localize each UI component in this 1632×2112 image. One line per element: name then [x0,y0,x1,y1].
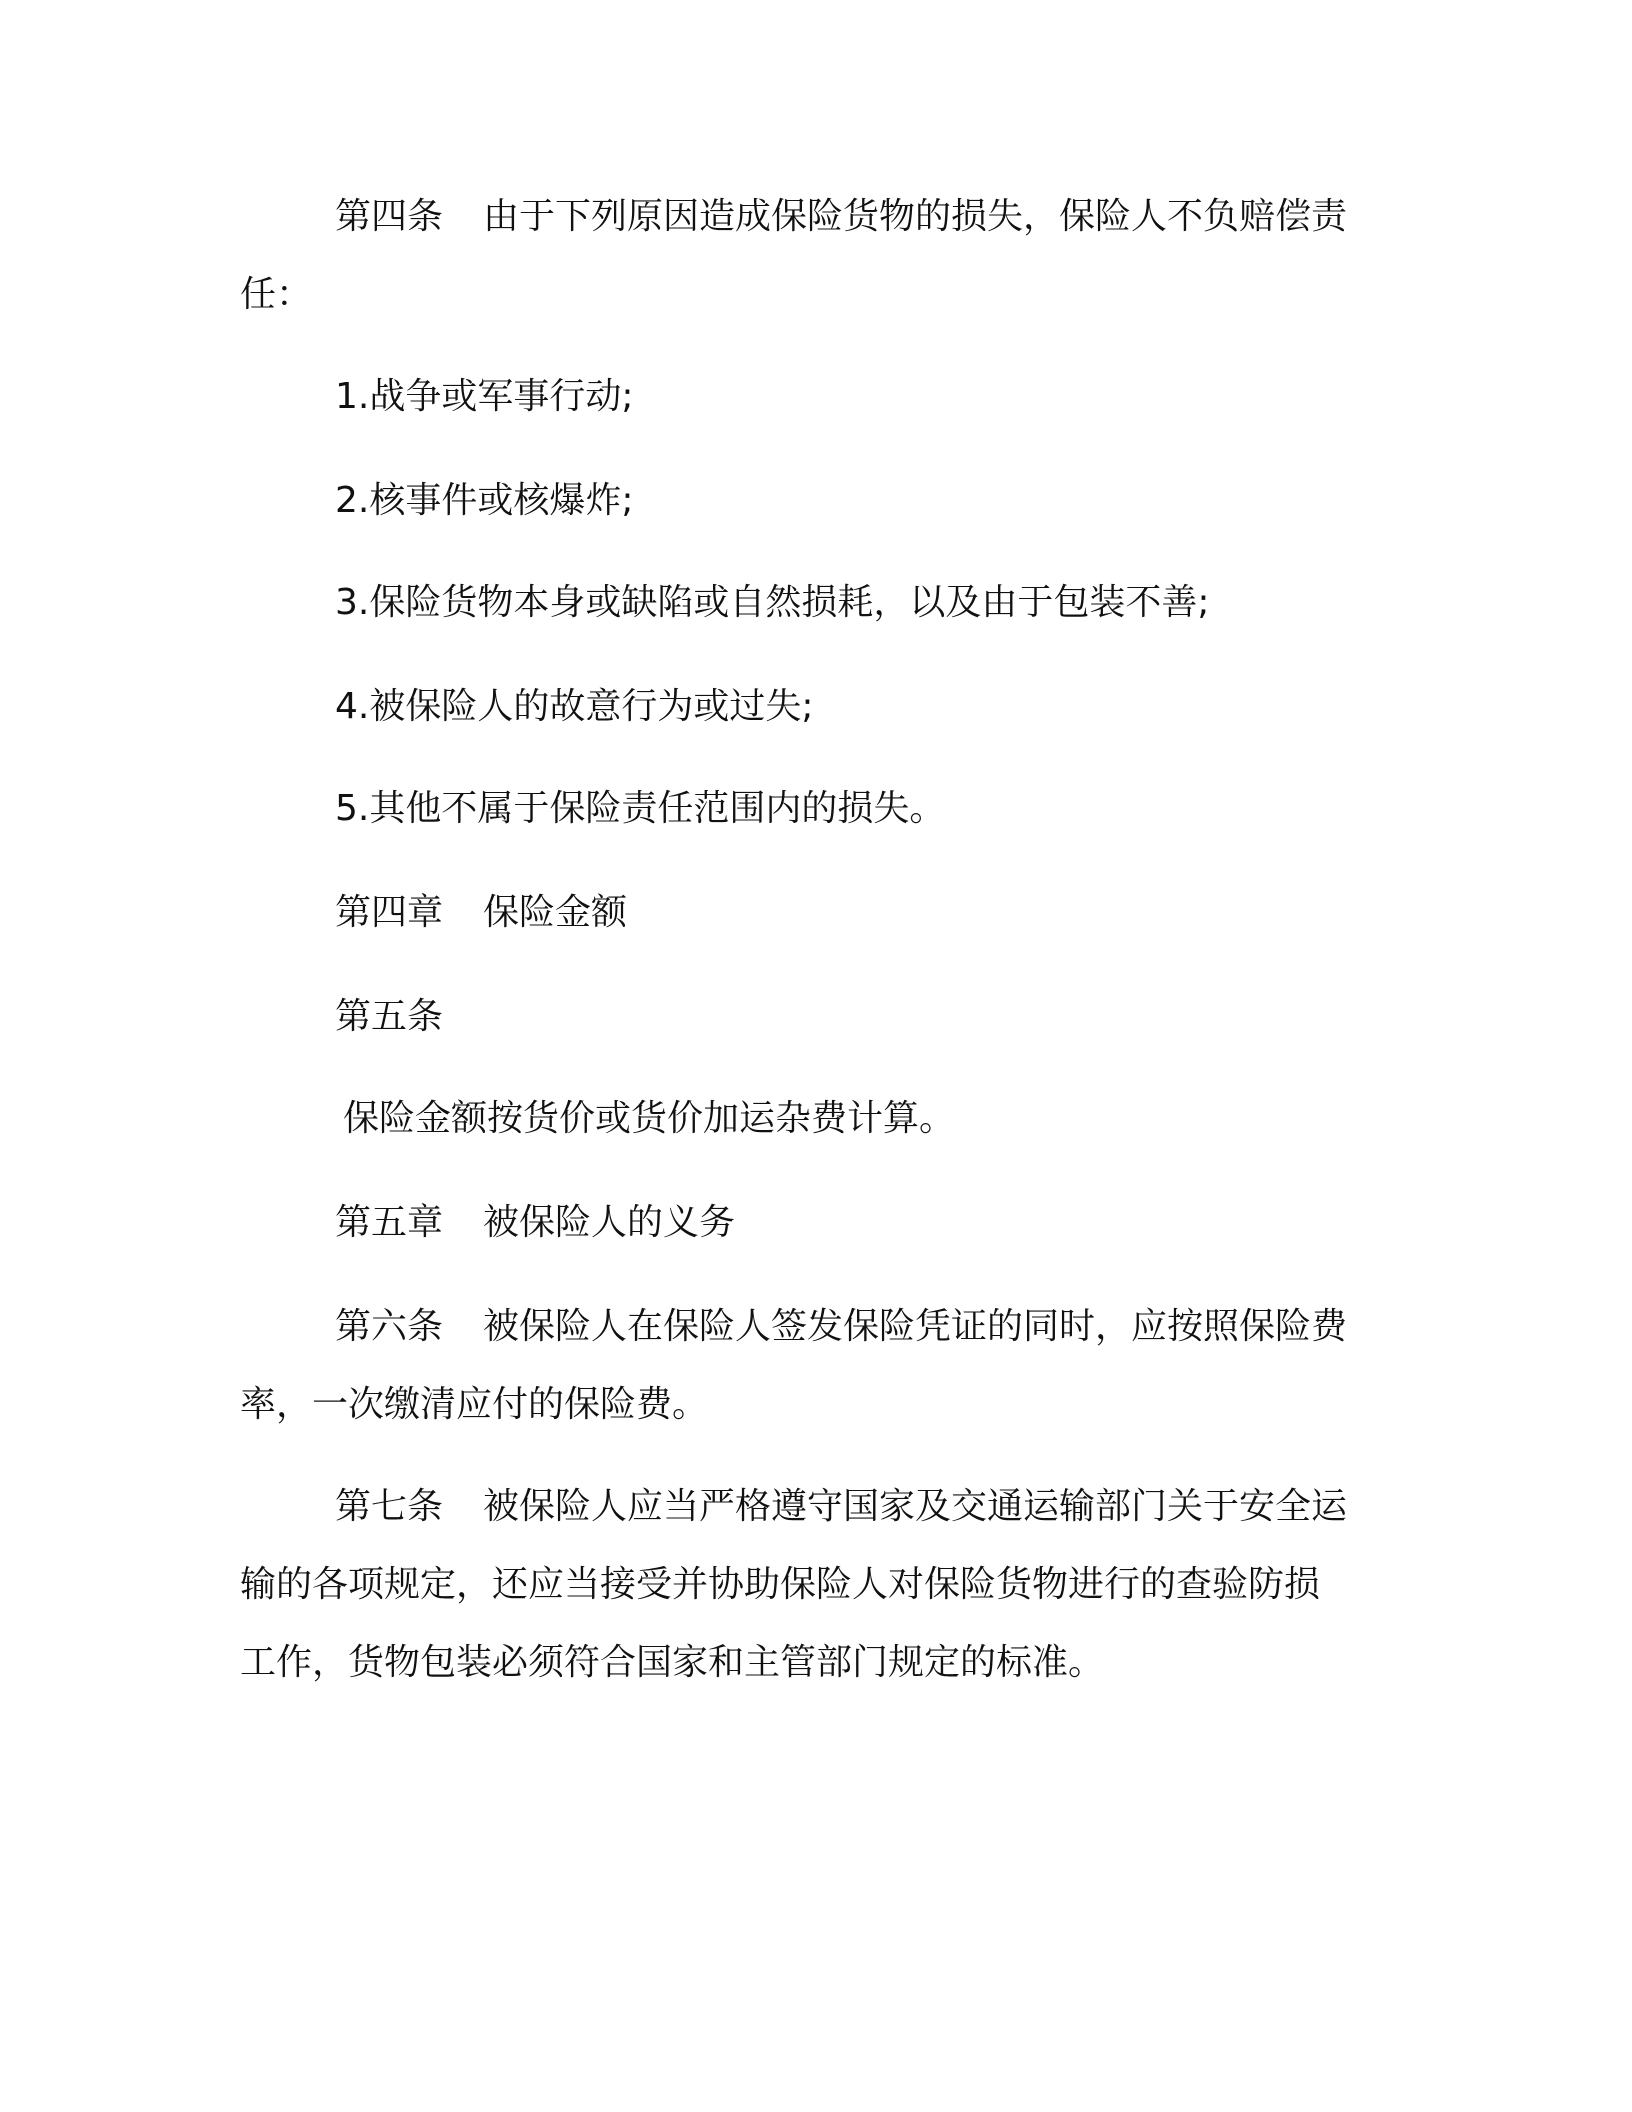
article5-heading: 第五条 [335,996,444,1037]
chapter5-title: 被保险人的义务 [483,1202,736,1243]
article6-line1: 第六条 被保险人在保险人签发保险凭证的同时，应按照保险费 [335,1306,1348,1347]
article7-line2: 输的各项规定，还应当接受并协助保险人对保险货物进行的查验防损 [240,1564,1321,1605]
list-item: 3.保险货物本身或缺陷或自然损耗，以及由于包装不善; [335,582,1210,623]
list-item: 5.其他不属于保险责任范围内的损失。 [335,788,946,829]
chapter4-heading-line [240,874,1390,952]
article7-line1: 第七条 被保险人应当严格遵守国家及交通运输部门关于安全运 [335,1486,1348,1527]
article5-body: 保险金额按货价或货价加运杂费计算。 [343,1098,956,1139]
article6-line2: 率，一次缴清应付的保险费。 [240,1384,709,1425]
article6-heading: 第六条 [335,1306,444,1347]
article4-line1: 第四条 由于下列原因造成保险货物的损失，保险人不负赔偿责 [335,196,1348,237]
article4-heading: 第四条 [335,196,444,237]
article7-heading: 第七条 [335,1486,444,1527]
list-item: 4.被保险人的故意行为或过失; [335,686,814,727]
chapter5-heading-line [240,1184,1390,1262]
chapter4-heading: 第四章 [335,892,444,933]
chapter4-title: 保险金额 [483,892,628,933]
chapter5-heading: 第五章 [335,1202,444,1243]
article4-line2: 任： [240,274,313,315]
article7-line3: 工作，货物包装必须符合国家和主管部门规定的标准。 [240,1642,1105,1683]
list-item: 2.核事件或核爆炸; [335,480,634,521]
list-item: 1.战争或军事行动; [335,376,634,417]
